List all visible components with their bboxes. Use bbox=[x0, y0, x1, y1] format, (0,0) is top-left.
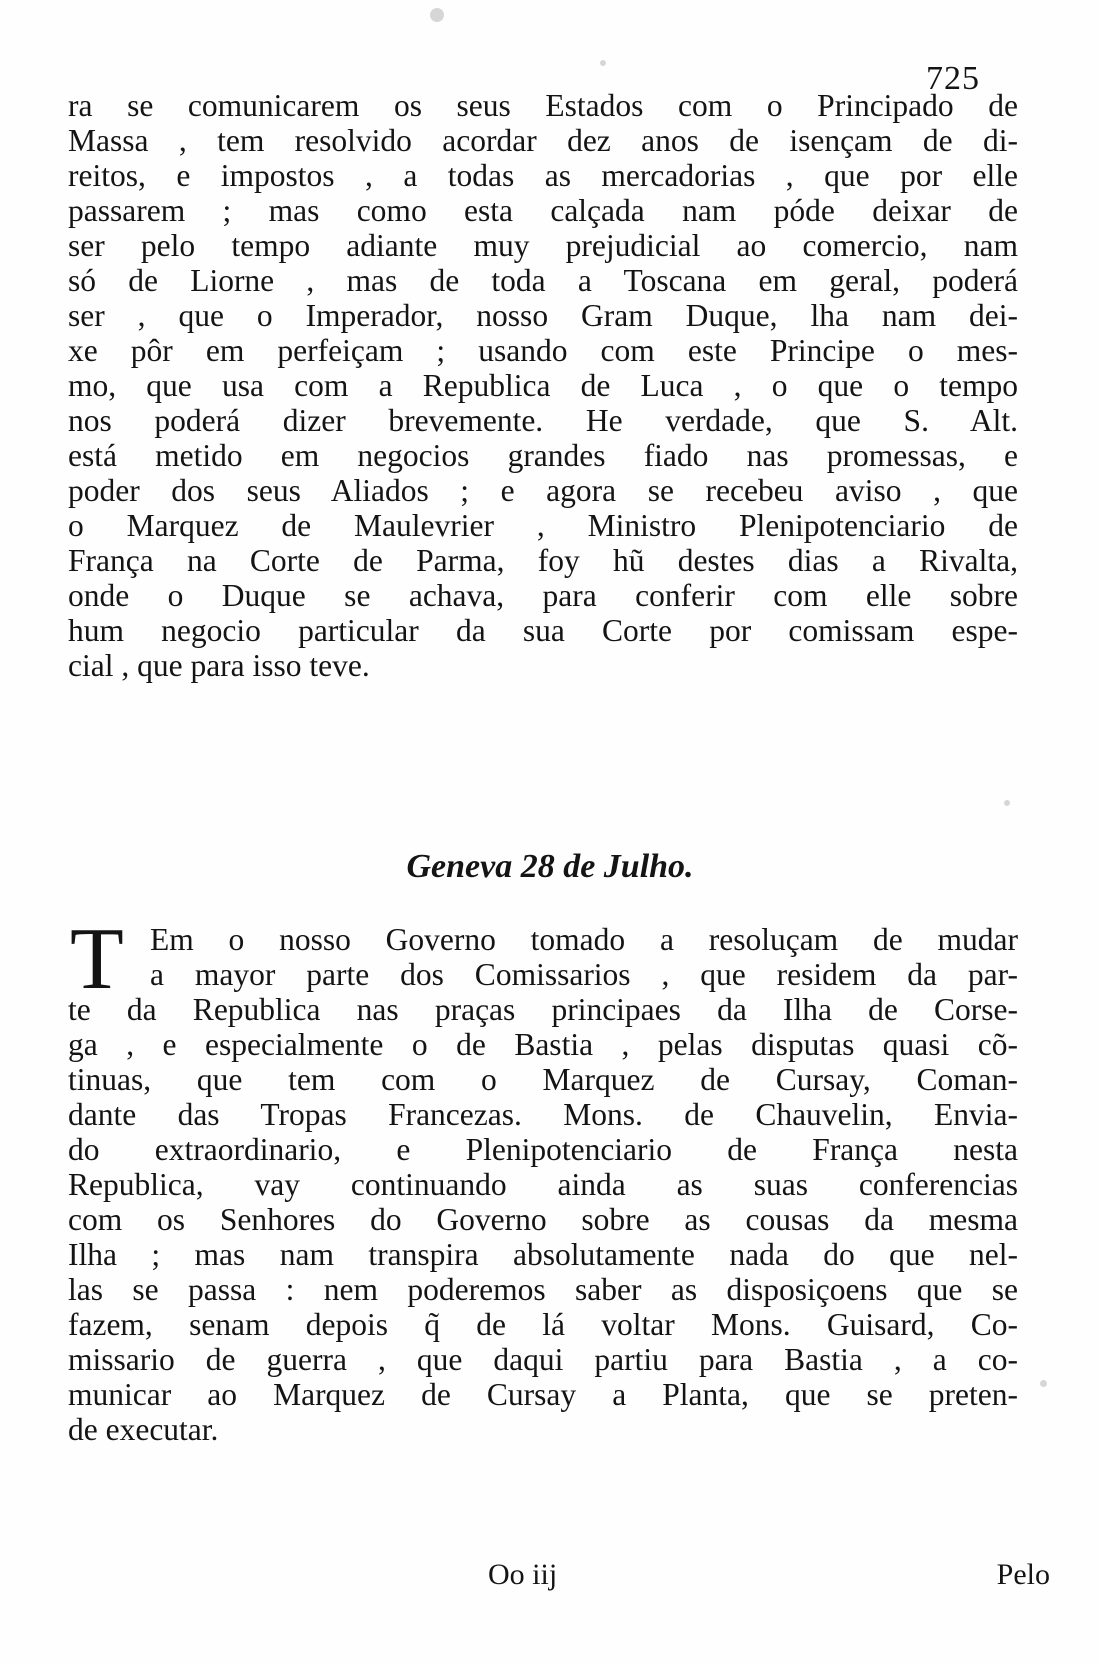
text-line: Massa , tem resolvido acordar dez anos de isençam de di- bbox=[68, 123, 1018, 158]
text-line: ra se comunicarem os seus Estados com o Principado de bbox=[68, 88, 1018, 123]
text-line: municar ao Marquez de Cursay a Planta, que se preten- bbox=[68, 1377, 1018, 1412]
dateline-heading: Geneva 28 de Julho. bbox=[406, 848, 694, 885]
ink-speck bbox=[1004, 800, 1010, 806]
text-line: de executar. bbox=[68, 1412, 219, 1447]
text-line: reitos, e impostos , a todas as mercadorias , que por elle bbox=[68, 158, 1018, 193]
text-line: fazem, senam depois q̃ de lá voltar Mons. Guisard, Co- bbox=[68, 1307, 1018, 1342]
ink-speck bbox=[600, 60, 606, 66]
text-line: França na Corte de Parma, foy hũ destes dias a Rivalta, bbox=[68, 543, 1018, 578]
text-line: do extraordinario, e Plenipotenciario de França nesta bbox=[68, 1132, 1018, 1167]
page-number: 725 bbox=[926, 60, 980, 97]
text-line: nos poderá dizer brevemente. He verdade, que S. Alt. bbox=[68, 403, 1018, 438]
text-line: onde o Duque se achava, para conferir com elle sobre bbox=[68, 578, 1018, 613]
text-line: passarem ; mas como esta calçada nam póde deixar de bbox=[68, 193, 1018, 228]
ink-speck bbox=[1040, 1380, 1047, 1387]
paragraph-geneva bbox=[68, 911, 1018, 1447]
text-line: ser , que o Imperador, nosso Gram Duque, lha nam dei- bbox=[68, 298, 1018, 333]
drop-cap: T bbox=[70, 911, 124, 1008]
text-line: Republica, vay continuando ainda as suas conferencias bbox=[68, 1167, 1018, 1202]
signature-mark: Oo iij bbox=[488, 1558, 558, 1591]
text-line: cial , que para isso teve. bbox=[68, 648, 370, 683]
paragraph-livorno bbox=[68, 88, 1018, 683]
text-line: a mayor parte dos Comissarios , que residem da par- bbox=[150, 957, 1018, 992]
text-line: tinuas, que tem com o Marquez de Cursay, Coman- bbox=[68, 1062, 1018, 1097]
text-line: dante das Tropas Francezas. Mons. de Chauvelin, Envia- bbox=[68, 1097, 1018, 1132]
ink-speck bbox=[430, 8, 444, 22]
text-line: xe pôr em perfeiçam ; usando com este Principe o mes- bbox=[68, 333, 1018, 368]
text-line: hum negocio particular da sua Corte por comissam espe- bbox=[68, 613, 1018, 648]
text-line: o Marquez de Maulevrier , Ministro Plenipotenciario de bbox=[68, 508, 1018, 543]
text-line: te da Republica nas praças principaes da Ilha de Corse- bbox=[68, 992, 1018, 1027]
text-line: las se passa : nem poderemos saber as disposiçoens que se bbox=[68, 1272, 1018, 1307]
text-line: Ilha ; mas nam transpira absolutamente nada do que nel- bbox=[68, 1237, 1018, 1272]
text-line: mo, que usa com a Republica de Luca , o que o tempo bbox=[68, 368, 1018, 403]
text-line: com os Senhores do Governo sobre as cousas da mesma bbox=[68, 1202, 1018, 1237]
text-line: missario de guerra , que daqui partiu para Bastia , a co- bbox=[68, 1342, 1018, 1377]
text-line: ser pelo tempo adiante muy prejudicial ao comercio, nam bbox=[68, 228, 1018, 263]
text-line: ga , e especialmente o de Bastia , pelas disputas quasi cõ- bbox=[68, 1027, 1018, 1062]
page-footer bbox=[0, 1558, 1100, 1598]
catchword: Pelo bbox=[996, 1558, 1050, 1591]
text-line: só de Liorne , mas de toda a Toscana em geral, poderá bbox=[68, 263, 1018, 298]
text-line: poder dos seus Aliados ; e agora se recebeu aviso , que bbox=[68, 473, 1018, 508]
text-line: está metido em negocios grandes fiado nas promessas, e bbox=[68, 438, 1018, 473]
text-line: Em o nosso Governo tomado a resoluçam de mudar bbox=[150, 922, 1018, 957]
